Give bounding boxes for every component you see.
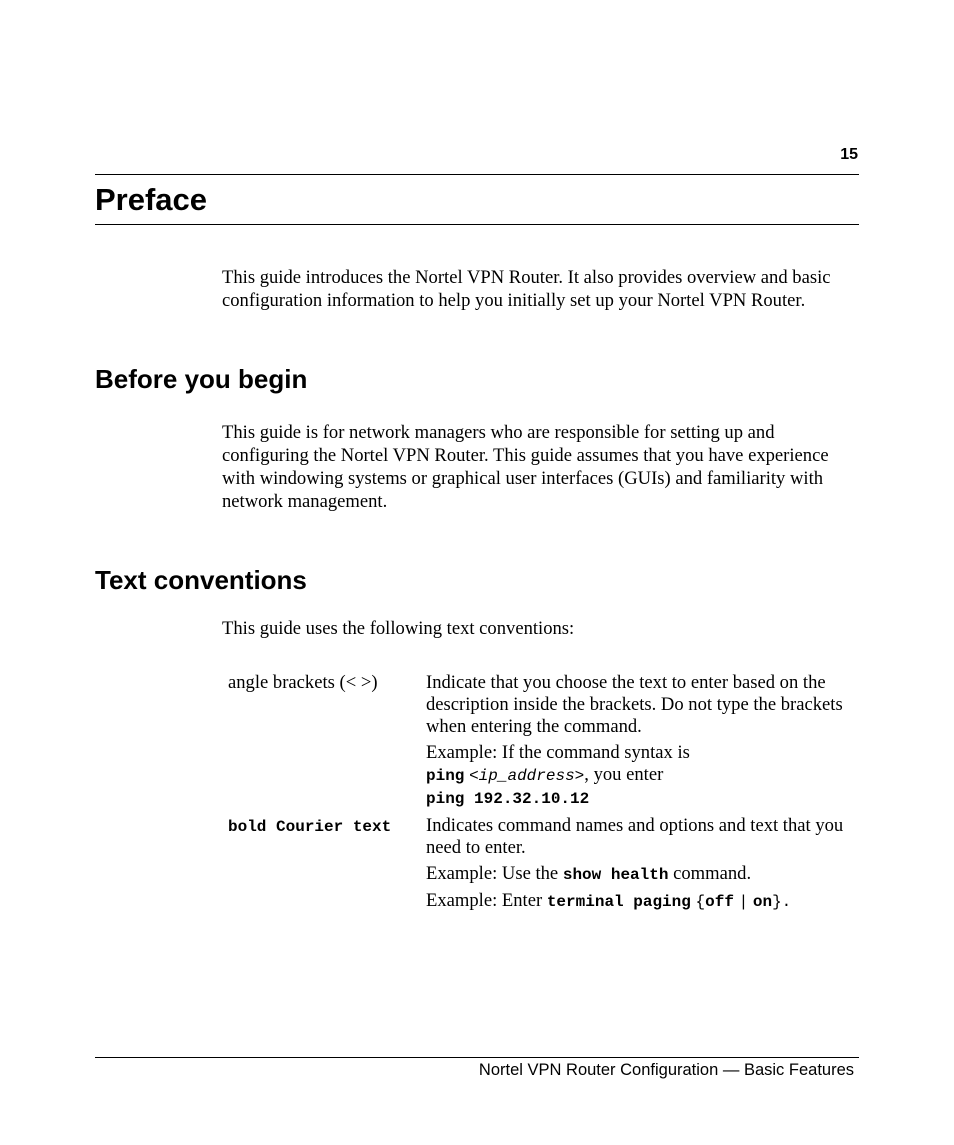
example-option-off: off [705, 893, 734, 911]
example-open-brace: { [695, 893, 706, 911]
convention-term-bold-courier: bold Courier text [228, 818, 392, 836]
example-mid: , you enter [584, 764, 664, 785]
example-result: ping 192.32.10.12 [426, 790, 590, 808]
intro-paragraph: This guide introduces the Nortel VPN Router. It also provides overview and basic configuration information to help you initially set up your Nortel VPN Router. [222, 267, 831, 311]
example-argument: <ip_address> [469, 767, 585, 785]
convention-example-line [426, 863, 858, 886]
title-bottom-rule [95, 224, 859, 225]
convention-desc-bold-courier [426, 815, 858, 913]
example-command: ping [426, 767, 465, 785]
section-heading-text-conventions: Text conventions [95, 565, 307, 595]
convention-desc-angle-brackets [426, 672, 858, 810]
example-command: terminal paging [546, 893, 691, 911]
example-suffix: command. [673, 863, 752, 884]
convention-description: Indicates command names and options and text that you need to enter. [426, 815, 844, 858]
example-close-brace: }. [772, 893, 792, 911]
convention-description: Indicate that you choose the text to enter based on the description inside the brackets. Do not type the brackets when entering the command. [426, 672, 843, 737]
example-prefix: Example: If the command syntax is [426, 742, 690, 763]
conventions-intro: This guide uses the following text conventions: [222, 618, 575, 639]
convention-example-line [426, 890, 858, 913]
example-command: show health [562, 866, 669, 884]
example-option-on: on [752, 893, 773, 911]
example-separator: | [738, 893, 749, 911]
example-prefix: Example: Use the [426, 863, 559, 884]
title-top-rule [95, 174, 859, 175]
page-number: 15 [840, 146, 858, 163]
footer-rule [95, 1057, 859, 1058]
example-prefix: Example: Enter [426, 890, 543, 911]
section-heading-before-you-begin: Before you begin [95, 364, 308, 394]
convention-example-line [426, 742, 858, 810]
convention-term-angle-brackets: angle brackets (< >) [228, 672, 378, 693]
before-you-begin-paragraph: This guide is for network managers who are responsible for setting up and configuring the Nortel VPN Router. This guide assumes that you have experience with windowing systems or graphical user interfaces (GUIs) and familiarity with network management. [222, 422, 829, 512]
page-title: Preface [95, 182, 208, 217]
footer-text: Nortel VPN Router Configuration — Basic Features [478, 1061, 854, 1079]
